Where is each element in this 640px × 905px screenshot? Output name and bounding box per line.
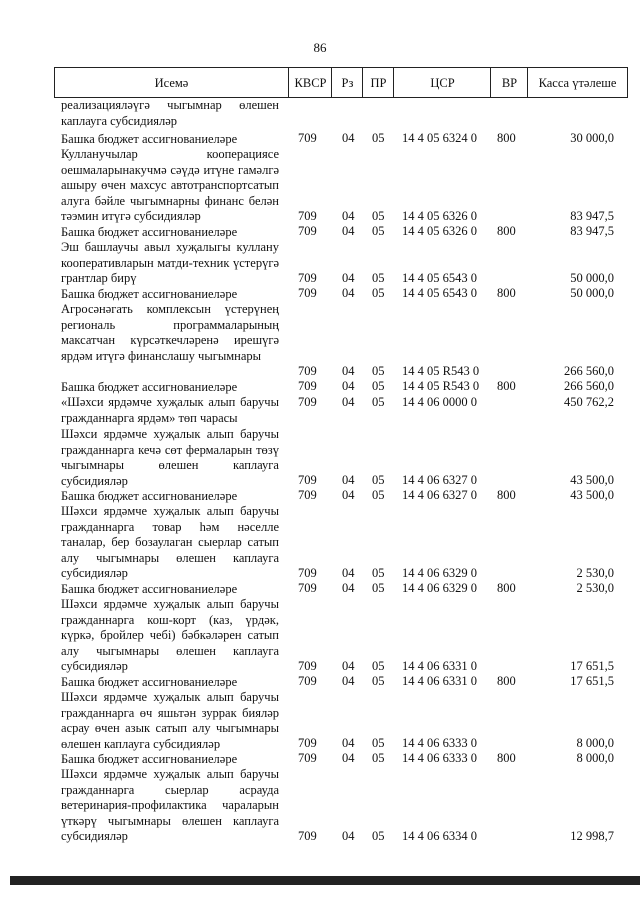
row-rz: 04 [342,209,355,224]
row-rz: 04 [342,395,355,410]
row-pr: 05 [372,224,385,239]
row-vr: 800 [497,581,516,596]
row-sum: 266 560,0 [564,379,614,394]
table-row [0,147,640,225]
row-kvsr: 709 [298,829,317,844]
row-csr: 14 4 06 6331 0 [402,674,477,689]
row-sum: 8 000,0 [576,736,614,751]
row-pr: 05 [372,751,385,766]
row-kvsr: 709 [298,131,317,146]
table-header [54,67,628,98]
row-sum: 450 762,2 [564,395,614,410]
row-pr: 05 [372,829,385,844]
row-rz: 04 [342,473,355,488]
row-csr: 14 4 06 6333 0 [402,736,477,751]
row-kvsr: 709 [298,209,317,224]
row-sum: 50 000,0 [570,271,614,286]
row-pr: 05 [372,131,385,146]
row-name: Башка бюджет ассигнованиеләре [61,287,238,301]
header-vr: ВР [490,68,528,97]
row-rz: 04 [342,736,355,751]
row-name: «Шәхси ярдәмче хуҗалык алып баручы гражданнарга ярдәм» төп чарасы [61,395,279,425]
row-vr: 800 [497,286,516,301]
header-name: Исемә [154,75,189,90]
row-sum: 2 530,0 [576,581,614,596]
row-csr: 14 4 05 6326 0 [402,224,477,239]
row-sum: 17 651,5 [570,659,614,674]
row-vr: 800 [497,379,516,394]
row-vr: 800 [497,674,516,689]
row-pr: 05 [372,659,385,674]
row-csr: 14 4 06 6334 0 [402,829,477,844]
row-name: Эш башлаучы авыл хуҗалыгы куллану кооперативларын матди-техник үстерүгә грантлар бирү [61,240,279,286]
row-csr: 14 4 05 6326 0 [402,209,477,224]
header-rz: Рз [331,68,363,97]
table-row [0,675,640,690]
row-rz: 04 [342,488,355,503]
row-sum: 30 000,0 [570,131,614,146]
row-name: Башка бюджет ассигнованиеләре [61,380,238,394]
row-csr: 14 4 05 6324 0 [402,131,477,146]
row-pr: 05 [372,286,385,301]
row-rz: 04 [342,659,355,674]
row-kvsr: 709 [298,473,317,488]
header-pr: ПР [362,68,394,97]
row-name: Шәхси ярдәмче хуҗалык алып баручы гражданнарга кош-корт (каз, үрдәк, күркә, бройлер чебі) бәбкәләрен сатып алу чыгымнары өлешен каплауга субсидияләр [61,597,279,674]
row-name: Башка бюджет ассигнованиеләре [61,132,238,146]
row-csr: 14 4 06 6329 0 [402,581,477,596]
row-sum: 266 560,0 [564,364,614,379]
row-csr: 14 4 06 6333 0 [402,751,477,766]
row-sum: 43 500,0 [570,473,614,488]
row-rz: 04 [342,751,355,766]
table-row [0,395,640,427]
row-name: Шәхси ярдәмче хуҗалык алып баручы гражданнарга сыерлар асрауда ветеринария-профилактика чараларын үткәрү чыгымнары өлешен каплауга субсидияләр [61,767,279,844]
table-row [0,240,640,287]
table-row [0,98,640,132]
row-kvsr: 709 [298,751,317,766]
row-kvsr: 709 [298,736,317,751]
row-vr: 800 [497,224,516,239]
row-rz: 04 [342,379,355,394]
row-csr: 14 4 06 6327 0 [402,473,477,488]
table-row [0,287,640,302]
row-name: Шәхси ярдәмче хуҗалык алып баручы гражданнарга өч яшьтән зуррак бияләр асрау өчен азык сатып алу чыгымнары өлешен каплауга субсидияләр [61,690,279,751]
row-name: Башка бюджет ассигнованиеләре [61,582,238,596]
row-pr: 05 [372,581,385,596]
row-name: Шәхси ярдәмче хуҗалык алып баручы гражданнарга кечә сөт фермаларын төзү чыгымнары өлешен каплауга субсидияләр [61,427,279,488]
row-rz: 04 [342,224,355,239]
row-kvsr: 709 [298,659,317,674]
row-sum: 2 530,0 [576,566,614,581]
row-csr: 14 4 06 6327 0 [402,488,477,503]
row-pr: 05 [372,209,385,224]
row-csr: 14 4 05 6543 0 [402,271,477,286]
table-row [0,767,640,845]
table-row [0,427,640,489]
row-sum: 17 651,5 [570,674,614,689]
row-csr: 14 4 06 0000 0 [402,395,477,410]
table-row [0,380,640,395]
row-name: Башка бюджет ассигнованиеләре [61,225,238,239]
table-row [0,597,640,675]
row-csr: 14 4 05 R543 0 [402,379,480,394]
table-row [0,504,640,582]
row-rz: 04 [342,566,355,581]
row-pr: 05 [372,271,385,286]
row-rz: 04 [342,286,355,301]
row-pr: 05 [372,674,385,689]
row-name: Башка бюджет ассигнованиеләре [61,752,238,766]
row-kvsr: 709 [298,286,317,301]
row-kvsr: 709 [298,488,317,503]
row-csr: 14 4 06 6329 0 [402,566,477,581]
row-rz: 04 [342,674,355,689]
table-row [0,302,640,380]
row-name: Шәхси ярдәмче хуҗалык алып баручы гражданнарга товар һәм нәселле таналар, бер бозаулаган сыерлар сатып алу чыгымнары өлешен каплауга субсидияләр [61,504,279,581]
row-sum: 43 500,0 [570,488,614,503]
row-pr: 05 [372,488,385,503]
row-kvsr: 709 [298,364,317,379]
row-sum: 50 000,0 [570,286,614,301]
row-name: Агросәнәгать комплексын үстерүнең региональ программаларының максатчан күрсәткечләренә ирешүгә ярдәм итүгә финанслашу чыгымнары [61,302,279,363]
row-csr: 14 4 05 R543 0 [402,364,480,379]
row-pr: 05 [372,379,385,394]
table-body [0,98,640,845]
row-kvsr: 709 [298,379,317,394]
table-row [0,489,640,504]
row-vr: 800 [497,488,516,503]
row-pr: 05 [372,736,385,751]
row-rz: 04 [342,131,355,146]
row-rz: 04 [342,829,355,844]
row-name: Башка бюджет ассигнованиеләре [61,675,238,689]
row-kvsr: 709 [298,674,317,689]
row-pr: 05 [372,566,385,581]
row-name: Башка бюджет ассигнованиеләре [61,489,238,503]
page-bottom-edge [10,876,640,885]
row-rz: 04 [342,364,355,379]
row-pr: 05 [372,364,385,379]
row-sum: 8 000,0 [576,751,614,766]
table-row [0,225,640,240]
row-pr: 05 [372,395,385,410]
row-sum: 12 998,7 [570,829,614,844]
row-kvsr: 709 [298,581,317,596]
row-rz: 04 [342,581,355,596]
header-kassa: Касса үтәлеше [527,68,627,97]
header-kvsr: КВСР [288,68,332,97]
row-kvsr: 709 [298,271,317,286]
page-number: 86 [313,40,327,55]
header-csr: ЦСР [393,68,491,97]
row-pr: 05 [372,473,385,488]
table-row [0,582,640,597]
row-sum: 83 947,5 [570,209,614,224]
row-csr: 14 4 05 6543 0 [402,286,477,301]
row-vr: 800 [497,131,516,146]
table-row [0,132,640,147]
row-kvsr: 709 [298,566,317,581]
row-csr: 14 4 06 6331 0 [402,659,477,674]
row-kvsr: 709 [298,224,317,239]
row-rz: 04 [342,271,355,286]
row-name: реализацияләүгә чыгымнар өлешен каплауга субсидияләр [61,98,279,128]
table-row [0,752,640,767]
row-sum: 83 947,5 [570,224,614,239]
row-vr: 800 [497,751,516,766]
table-row [0,690,640,752]
row-name: Кулланучылар кооперациясе оешмаларынакучмә сәүдә итүне гамәлгә ашыру өчен махсус автотранспортсатып алуга бәйле чыгымнарны финанс белән тәэмин итүгә субсидияләр [61,147,279,224]
row-kvsr: 709 [298,395,317,410]
